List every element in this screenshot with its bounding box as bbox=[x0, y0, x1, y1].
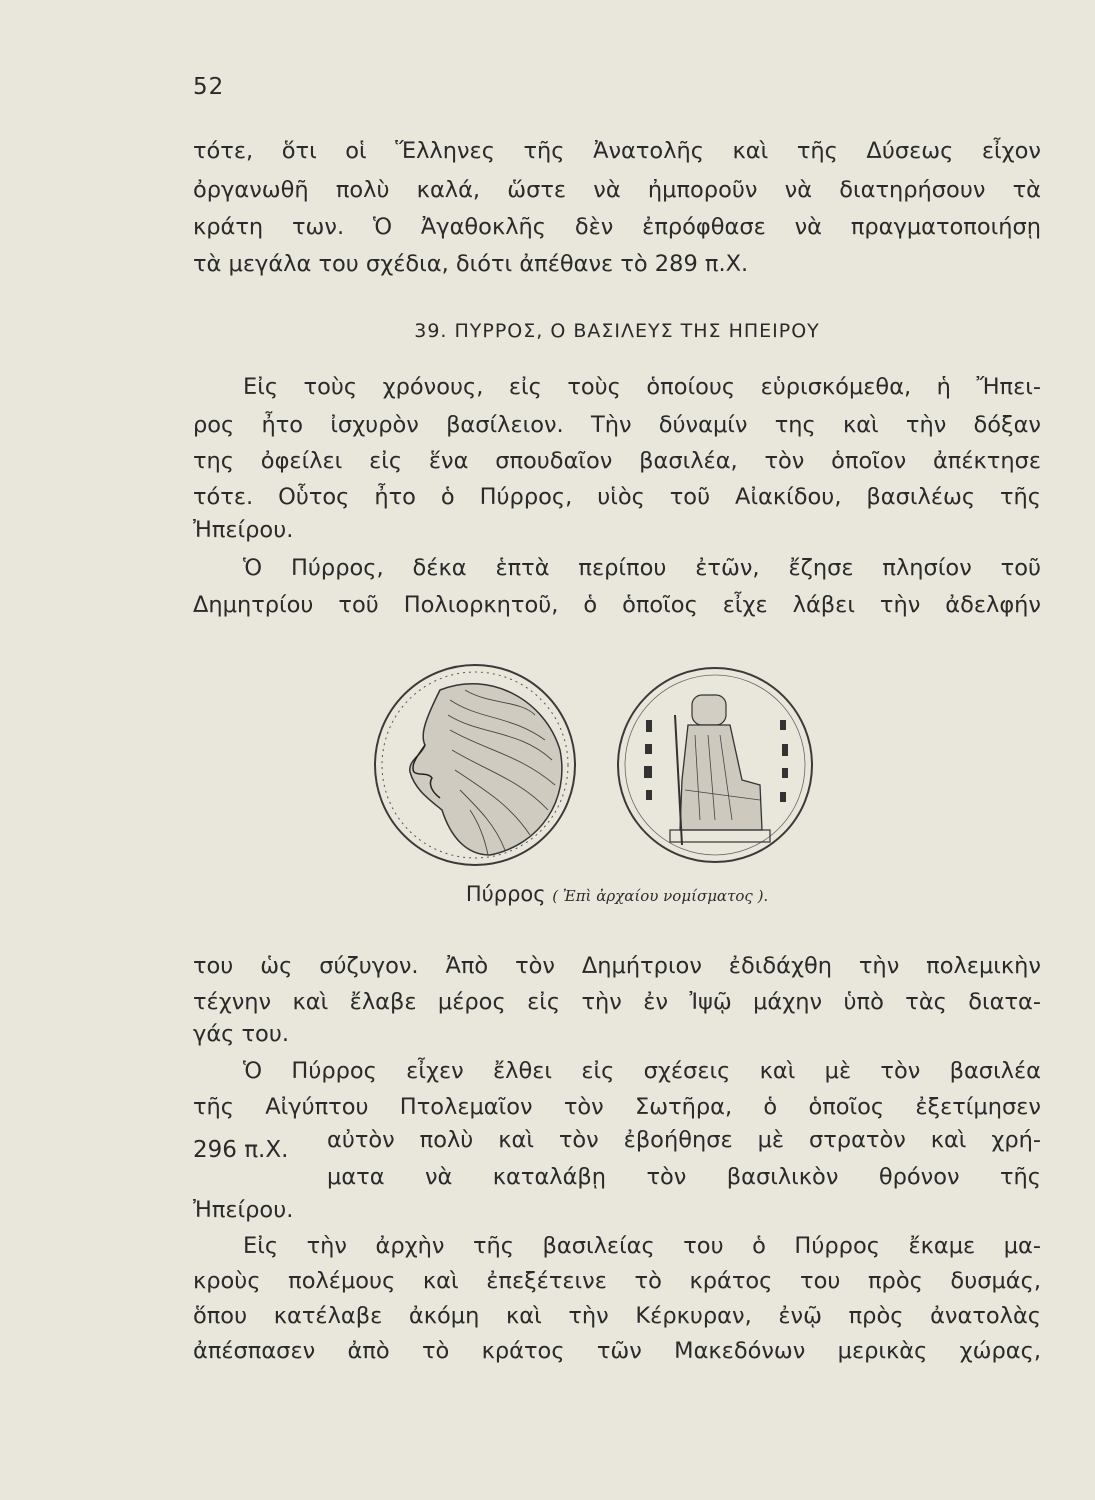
text-line: ματα νὰ καταλάβῃ τὸν βασιλικὸν θρόνον τῆς bbox=[327, 1164, 1041, 1190]
text-line: γάς του. bbox=[193, 1021, 289, 1047]
text-line: Ἠπείρου. bbox=[193, 1197, 294, 1223]
text-line: Δημητρίου τοῦ Πολιορκητοῦ, ὁ ὁποῖος εἶχε λάβει τὴν ἀδελφήν bbox=[193, 592, 1041, 618]
text-line: ὀργανωθῆ πολὺ καλά, ὥστε νὰ ἠμποροῦν νὰ διατηρήσουν τὰ bbox=[193, 177, 1041, 203]
text-line: κροὺς πολέμους καὶ ἐπεξέτεινε τὸ κράτος του πρὸς δυσμάς, bbox=[193, 1268, 1041, 1294]
figure-caption bbox=[193, 882, 1041, 906]
coin-illustration bbox=[370, 660, 840, 870]
text-line: Ἠπείρου. bbox=[193, 517, 294, 543]
text-line: τῆς Αἰγύπτου Πτολεμαῖον τὸν Σωτῆρα, ὁ ὁποῖος ἐξετίμησεν bbox=[193, 1094, 1041, 1120]
text-line: Ὁ Πύρρος, δέκα ἑπτὰ περίπου ἐτῶν, ἔζησε πλησίον τοῦ bbox=[243, 555, 1041, 581]
text-line: τότε, ὅτι οἱ Ἕλληνες τῆς Ἀνατολῆς καὶ τῆς Δύσεως εἶχον bbox=[193, 138, 1041, 164]
coin-obverse bbox=[375, 665, 575, 865]
page-number: 52 bbox=[193, 74, 225, 100]
text-line: ρος ἦτο ἰσχυρὸν βασίλειον. Τὴν δύναμίν της καὶ τὴν δόξαν bbox=[193, 412, 1041, 438]
text-line: της ὀφείλει εἰς ἕνα σπουδαῖον βασιλέα, τὸν ὁποῖον ἀπέκτησε bbox=[193, 448, 1041, 474]
text-line: Εἰς τὴν ἀρχὴν τῆς βασιλείας του ὁ Πύρρος ἔκαμε μα- bbox=[243, 1233, 1041, 1259]
text-line: τὰ μεγάλα του σχέδια, διότι ἀπέθανε τὸ 289 π.Χ. bbox=[193, 251, 749, 277]
caption-italic: ( Ἐπὶ ἀρχαίου νομίσματος ). bbox=[552, 887, 769, 905]
text-line: τέχνην καὶ ἔλαβε μέρος εἰς τὴν ἐν Ἰψῷ μάχην ὑπὸ τὰς διατα- bbox=[193, 989, 1041, 1015]
text-line: Εἰς τοὺς χρόνους, εἰς τοὺς ὁποίους εὑρισκόμεθα, ἡ Ἤπει- bbox=[243, 374, 1041, 400]
text-line: αὐτὸν πολὺ καὶ τὸν ἐβοήθησε μὲ στρατὸν καὶ χρή- bbox=[327, 1127, 1041, 1153]
text-line: τότε. Οὗτος ἦτο ὁ Πύρρος, υἱὸς τοῦ Αἰακίδου, βασιλέως τῆς bbox=[193, 484, 1041, 510]
text-line: κράτη των. Ὁ Ἀγαθοκλῆς δὲν ἐπρόφθασε νὰ πραγματοποιήσῃ bbox=[193, 214, 1041, 240]
text-line: ἀπέσπασεν ἀπὸ τὸ κράτος τῶν Μακεδόνων μερικὰς χώρας, bbox=[193, 1338, 1041, 1364]
text-line: ὅπου κατέλαβε ἀκόμη καὶ τὴν Κέρκυραν, ἐνῷ πρὸς ἀνατολὰς bbox=[193, 1303, 1041, 1329]
text-line: Ὁ Πύρρος εἶχεν ἔλθει εἰς σχέσεις καὶ μὲ τὸν βασιλέα bbox=[243, 1058, 1041, 1084]
text-line: του ὡς σύζυγον. Ἀπὸ τὸν Δημήτριον ἐδιδάχθη τὴν πολεμικὴν bbox=[193, 953, 1041, 979]
coin-reverse bbox=[618, 668, 812, 862]
section-heading: 39. ΠΥΡΡΟΣ, Ο ΒΑΣΙΛΕΥΣ ΤΗΣ ΗΠΕΙΡΟΥ bbox=[414, 320, 820, 342]
caption-main: Πύρρος bbox=[465, 882, 546, 906]
margin-date-note: 296 π.Χ. bbox=[193, 1137, 289, 1163]
